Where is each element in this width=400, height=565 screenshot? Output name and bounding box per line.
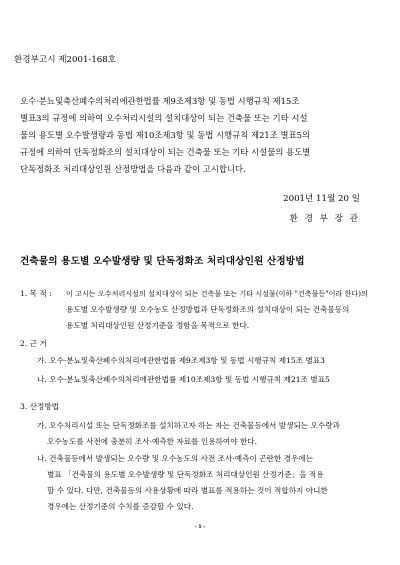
section1-line: 이 고시는 오수처리시설의 설치대상이 되는 건축물 또는 기타 시설물(이하 "건축물등"이라 한다)의 xyxy=(66,289,368,298)
preamble-line: 오수·분뇨및축산폐수의처리에관한법률 제9조제3항 및 동법 시행규칙 제15조 xyxy=(20,96,300,106)
notice-number: 환경부고시 제2001-168호 xyxy=(14,55,117,65)
section3-item-b-cont: 별표 「건축물의 용도별 오수발생량 및 단독정화조 처리대상인원 산정기준」을 적용 xyxy=(47,470,324,479)
preamble-line: 물의 용도별 오수발생량과 동법 제10조제3항 및 동법 시행규칙 제21조 별표5의 xyxy=(20,130,311,140)
section2-item: 나. 오수·분뇨및축산폐수의처리에관한법률 제10조제3항 및 동법 시행규칙 제21조 별표5 xyxy=(37,375,330,384)
section3-item-a: 가. 오수처리시설 또는 단독정화조를 설치하고자 하는 자는 건축물등에서 발생되는 오수량과 xyxy=(37,421,340,430)
section3-item-a-cont: 오수농도를 사전에 충분히 조사·예측한 자료를 인용하여야 한다. xyxy=(47,437,258,446)
section3-item-b-cont: 할 수 있다. 다만, 건축물등의 사용상황에 따라 별표를 적용하는 것이 적합하지 아니한 xyxy=(47,486,328,495)
preamble-line: 규정에 의하여 단독정화조의 설치대상이 되는 건축물 또는 기타 시설물의 용도별 xyxy=(20,147,311,157)
section3-item-b-cont: 경우에는 산정기준의 수치를 증감할 수 있다. xyxy=(47,502,194,511)
section1-heading: 1. 목 적 : xyxy=(20,289,52,298)
notice-date: 2001년 11월 20 일 xyxy=(283,194,360,204)
section1-line: 용도별 오수발생량 및 오수농도 산정방법과 단독정화조의 설치대상이 되는 건축물등의 xyxy=(66,305,350,314)
document-title: 건축물의 용도별 오수발생량 및 단독정화조 처리대상인원 산정방법 xyxy=(20,256,305,267)
preamble-line: 단독정화조 처리대상인원 산정방법을 다음과 같이 고시합니다. xyxy=(20,164,246,174)
page-number: - 1 - xyxy=(194,524,206,530)
issuer-signature: 환 경 부 장 관 xyxy=(289,214,360,224)
section2-item: 가. 오수·분뇨및축산폐수의처리에관한법률 제9조제3항 및 동법 시행규칙 제15조 별표3 xyxy=(37,356,325,365)
preamble-line: 별표3의 규정에 의하여 오수처리시설의 설치대상이 되는 건축물 또는 기타 시설 xyxy=(20,113,308,123)
section3-item-b: 나. 건축물등에서 발생되는 오수량 및 오수농도의 사전 조사·예측이 곤란한 경우에는 xyxy=(37,454,313,463)
section2-heading: 2. 근 거 xyxy=(20,339,47,348)
section1-line: 용도별 처리대상인원 산정기준을 정함을 목적으로 한다. xyxy=(66,321,250,330)
section3-heading: 3. 산정방법 xyxy=(20,402,60,411)
